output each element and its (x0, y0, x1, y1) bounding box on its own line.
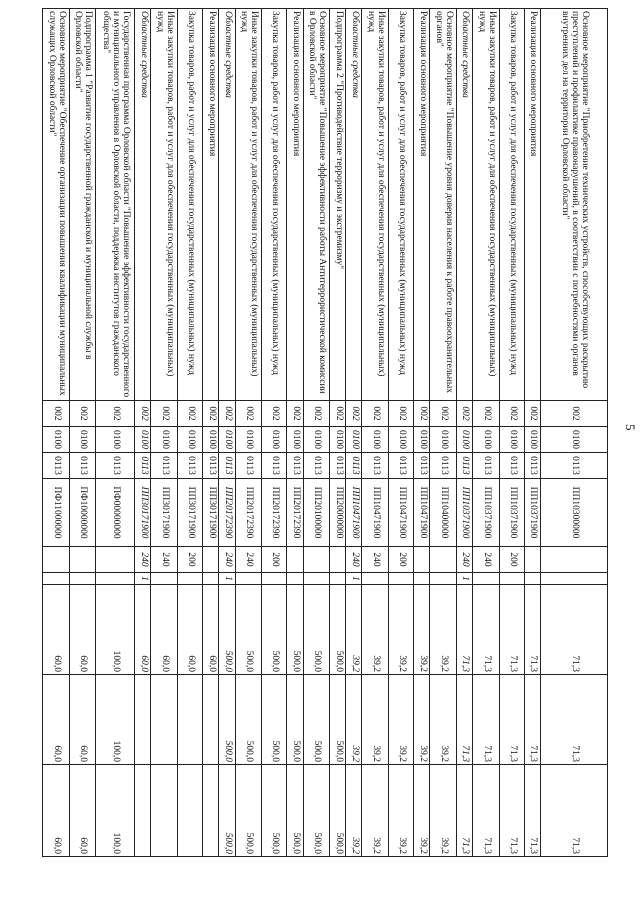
admin-code: 002 (456, 401, 472, 427)
row-name: Реализация основного мероприятия (524, 9, 540, 401)
expense-type-code (414, 547, 430, 573)
expense-type-code: 200 (388, 547, 413, 573)
expense-type-code: 200 (177, 547, 202, 573)
amount-year-3: 39,2 (346, 765, 362, 857)
section-code: 0100 (414, 427, 430, 453)
expense-type-code (330, 547, 346, 573)
row-name: Иные закупки товаров, работ и услуг для обеспечения государственных (муниципальных) нужд (473, 9, 499, 401)
expense-type-code: 240 (473, 547, 499, 573)
expense-type-code (287, 547, 303, 573)
amount-year-1: 39,2 (414, 585, 430, 675)
row-name: Основное мероприятие "Повышение уровня доверия населения к работе правоохранительных органов" (430, 9, 456, 401)
fund-flag (330, 573, 346, 585)
expense-type-code (303, 547, 329, 573)
admin-code: 002 (69, 401, 95, 427)
admin-code: 002 (388, 401, 413, 427)
amount-year-3: 71,3 (456, 765, 472, 857)
amount-year-2: 500,0 (262, 675, 287, 765)
amount-year-3: 500,0 (303, 765, 329, 857)
section-code: 0100 (177, 427, 202, 453)
section-code: 0100 (388, 427, 413, 453)
target-article-code: ПФ11000000 (43, 479, 70, 547)
target-article-code: ПФ00000000 (96, 479, 135, 547)
subsection-code: 0113 (303, 453, 329, 479)
amount-year-1: 500,0 (330, 585, 346, 675)
target-article-code: ПФ10000000 (69, 479, 95, 547)
amount-year-2: 71,3 (456, 675, 472, 765)
row-name: Основное мероприятие "Обеспечение организации повышения квалификации муниципальных служащих Орловской области" (43, 9, 70, 401)
admin-code: 002 (430, 401, 456, 427)
amount-year-3 (177, 765, 202, 857)
amount-year-3: 71,3 (524, 765, 540, 857)
expense-type-code (96, 547, 135, 573)
expense-type-code (430, 547, 456, 573)
amount-year-2: 500,0 (303, 675, 329, 765)
amount-year-2: 71,3 (541, 675, 608, 765)
amount-year-2: 39,2 (362, 675, 388, 765)
table-row (330, 9, 346, 857)
admin-code: 002 (96, 401, 135, 427)
subsection-code: 0113 (456, 453, 472, 479)
amount-year-1: 71,3 (541, 585, 608, 675)
row-name: Иные закупки товаров, работ и услуг для обеспечения государственных (муниципальных) нужд (362, 9, 388, 401)
amount-year-3: 39,2 (430, 765, 456, 857)
subsection-code: 0113 (346, 453, 362, 479)
target-article-code: ПП30171900 (151, 479, 177, 547)
row-name: Реализация основного мероприятия (203, 9, 219, 401)
fund-flag (262, 573, 287, 585)
amount-year-1: 60,0 (177, 585, 202, 675)
expense-type-code: 240 (362, 547, 388, 573)
section-code: 0100 (330, 427, 346, 453)
amount-year-3: 500,0 (330, 765, 346, 857)
section-code: 0100 (499, 427, 524, 453)
row-name: Закупка товаров, работ и услуг для обеспечения государственных (муниципальных) нужд (388, 9, 413, 401)
amount-year-3: 39,2 (388, 765, 413, 857)
section-code: 0100 (262, 427, 287, 453)
target-article-code: ПП10471900 (346, 479, 362, 547)
amount-year-1: 60,0 (69, 585, 95, 675)
amount-year-2: 500,0 (330, 675, 346, 765)
amount-year-3: 100,0 (96, 765, 135, 857)
row-name: Иные закупки товаров, работ и услуг для обеспечения государственных (муниципальных) нужд (151, 9, 177, 401)
fund-flag (430, 573, 456, 585)
table-row (287, 9, 303, 857)
section-code: 0100 (362, 427, 388, 453)
table-row (262, 9, 287, 857)
admin-code: 002 (414, 401, 430, 427)
table-row (388, 9, 413, 857)
subsection-code: 0113 (235, 453, 261, 479)
amount-year-2: 500,0 (235, 675, 261, 765)
fund-flag (362, 573, 388, 585)
fund-flag (473, 573, 499, 585)
amount-year-1: 500,0 (262, 585, 287, 675)
table-row (203, 9, 219, 857)
table-row (235, 9, 261, 857)
expense-type-code: 200 (262, 547, 287, 573)
fund-flag (541, 573, 608, 585)
expense-type-code (43, 547, 70, 573)
fund-flag (499, 573, 524, 585)
amount-year-1: 100,0 (96, 585, 135, 675)
expense-type-code: 240 (346, 547, 362, 573)
row-name: Основное мероприятие "Повышение эффективности работы Антитеррористической комиссии в Орловской области" (303, 9, 329, 401)
subsection-code: 0113 (388, 453, 413, 479)
amount-year-1: 71,3 (473, 585, 499, 675)
amount-year-2: 39,2 (430, 675, 456, 765)
row-name: Областные средства (219, 9, 235, 401)
amount-year-2 (203, 675, 219, 765)
admin-code: 002 (177, 401, 202, 427)
row-name: Государственная программа Орловской области "Повышение эффективности государственного и муниципального управления в Орловской области, поддержка институтов гражданского общества" (96, 9, 135, 401)
fund-flag (388, 573, 413, 585)
target-article-code: ПП10300000 (541, 479, 608, 547)
target-article-code: ПП20172390 (219, 479, 235, 547)
fund-flag (96, 573, 135, 585)
amount-year-1: 500,0 (287, 585, 303, 675)
amount-year-1: 60,0 (43, 585, 70, 675)
amount-year-2 (151, 675, 177, 765)
table-row (362, 9, 388, 857)
amount-year-3: 500,0 (262, 765, 287, 857)
row-name: Реализация основного мероприятия (414, 9, 430, 401)
admin-code: 002 (262, 401, 287, 427)
fund-flag: 1 (346, 573, 362, 585)
target-article-code: ПП10371900 (473, 479, 499, 547)
table-row (414, 9, 430, 857)
fund-flag (177, 573, 202, 585)
fund-flag (151, 573, 177, 585)
row-name: Областные средства (456, 9, 472, 401)
target-article-code: ПП20172390 (235, 479, 261, 547)
expense-type-code: 240 (135, 547, 151, 573)
amount-year-3: 500,0 (235, 765, 261, 857)
target-article-code: ПП20100000 (303, 479, 329, 547)
amount-year-2: 39,2 (414, 675, 430, 765)
fund-flag (235, 573, 261, 585)
table-row (499, 9, 524, 857)
admin-code: 002 (346, 401, 362, 427)
table-row (96, 9, 135, 857)
target-article-code: ПП10371900 (499, 479, 524, 547)
admin-code: 002 (473, 401, 499, 427)
section-code: 0100 (524, 427, 540, 453)
amount-year-1: 39,2 (362, 585, 388, 675)
amount-year-1: 500,0 (303, 585, 329, 675)
expense-type-code: 200 (499, 547, 524, 573)
amount-year-1: 71,3 (456, 585, 472, 675)
amount-year-3 (135, 765, 151, 857)
expense-type-code: 240 (219, 547, 235, 573)
admin-code: 002 (135, 401, 151, 427)
section-code: 0100 (219, 427, 235, 453)
row-name: Основное мероприятие "Приобретение технических устройств, способствующих раскрытию преступлений и профилактике правонарушений, в соответствии с потребностями органов внутренних дел на территории Орловской области" (541, 9, 608, 401)
row-name: Закупка товаров, работ и услуг для обеспечения государственных (муниципальных) нужд (177, 9, 202, 401)
amount-year-1: 39,2 (388, 585, 413, 675)
target-article-code: ПП10471900 (362, 479, 388, 547)
section-code: 0100 (303, 427, 329, 453)
admin-code: 002 (499, 401, 524, 427)
table-row (473, 9, 499, 857)
subsection-code: 0113 (262, 453, 287, 479)
admin-code: 002 (362, 401, 388, 427)
amount-year-1: 71,3 (499, 585, 524, 675)
section-code: 0100 (135, 427, 151, 453)
amount-year-1: 500,0 (219, 585, 235, 675)
amount-year-2: 60,0 (43, 675, 70, 765)
target-article-code: ПП10471900 (414, 479, 430, 547)
fund-flag: 1 (135, 573, 151, 585)
section-code: 0100 (43, 427, 70, 453)
expense-type-code (69, 547, 95, 573)
target-article-code: ПП10371900 (456, 479, 472, 547)
expense-type-code: 240 (456, 547, 472, 573)
fund-flag (43, 573, 70, 585)
table-row (43, 9, 70, 857)
row-name: Закупка товаров, работ и услуг для обеспечения государственных (муниципальных) нужд (262, 9, 287, 401)
amount-year-3: 60,0 (43, 765, 70, 857)
amount-year-1: 60,0 (151, 585, 177, 675)
section-code: 0100 (69, 427, 95, 453)
table-row (151, 9, 177, 857)
table-row (69, 9, 95, 857)
amount-year-2: 39,2 (388, 675, 413, 765)
amount-year-2: 71,3 (473, 675, 499, 765)
amount-year-1: 39,2 (346, 585, 362, 675)
target-article-code: ПП10400000 (430, 479, 456, 547)
rotated-page (38, 0, 638, 860)
subsection-code: 0113 (330, 453, 346, 479)
admin-code: 002 (524, 401, 540, 427)
amount-year-3: 71,3 (499, 765, 524, 857)
subsection-code: 0113 (151, 453, 177, 479)
table-row (524, 9, 540, 857)
subsection-code: 0113 (473, 453, 499, 479)
subsection-code: 0113 (524, 453, 540, 479)
row-name: Подпрограмма 1 "Развитие государственной гражданской и муниципальной службы в Орловской области" (69, 9, 95, 401)
amount-year-3: 500,0 (287, 765, 303, 857)
table-row (346, 9, 362, 857)
amount-year-3: 60,0 (69, 765, 95, 857)
fund-flag (69, 573, 95, 585)
amount-year-3: 39,2 (414, 765, 430, 857)
table-row (456, 9, 472, 857)
row-name: Закупка товаров, работ и услуг для обеспечения государственных (муниципальных) нужд (499, 9, 524, 401)
amount-year-3: 500,0 (219, 765, 235, 857)
section-code: 0100 (96, 427, 135, 453)
admin-code: 002 (203, 401, 219, 427)
table-row (303, 9, 329, 857)
admin-code: 002 (235, 401, 261, 427)
amount-year-2: 71,3 (499, 675, 524, 765)
fund-flag: 1 (456, 573, 472, 585)
target-article-code: ПП20172390 (287, 479, 303, 547)
row-name: Реализация основного мероприятия (287, 9, 303, 401)
admin-code: 002 (151, 401, 177, 427)
target-article-code: ПП20000000 (330, 479, 346, 547)
target-article-code: ПП10371900 (524, 479, 540, 547)
amount-year-2 (177, 675, 202, 765)
subsection-code: 0113 (135, 453, 151, 479)
amount-year-2: 60,0 (69, 675, 95, 765)
target-article-code: ПП30171900 (203, 479, 219, 547)
subsection-code: 0113 (43, 453, 70, 479)
section-code: 0100 (430, 427, 456, 453)
amount-year-2: 500,0 (219, 675, 235, 765)
target-article-code: ПП30171900 (177, 479, 202, 547)
section-code: 0100 (235, 427, 261, 453)
amount-year-2 (135, 675, 151, 765)
expense-type-code: 240 (151, 547, 177, 573)
admin-code: 002 (287, 401, 303, 427)
row-name: Подпрограмма 2 "Противодействие терроризму и экстремизму" (330, 9, 346, 401)
row-name: Иные закупки товаров, работ и услуг для обеспечения государственных (муниципальных) нужд (235, 9, 261, 401)
subsection-code: 0113 (177, 453, 202, 479)
fund-flag (414, 573, 430, 585)
section-code: 0100 (287, 427, 303, 453)
fund-flag (203, 573, 219, 585)
amount-year-3 (151, 765, 177, 857)
table-row (541, 9, 608, 857)
admin-code: 002 (541, 401, 608, 427)
amount-year-1: 60,0 (203, 585, 219, 675)
subsection-code: 0113 (430, 453, 456, 479)
admin-code: 002 (219, 401, 235, 427)
amount-year-3 (203, 765, 219, 857)
section-code: 0100 (473, 427, 499, 453)
subsection-code: 0113 (499, 453, 524, 479)
table-row (177, 9, 202, 857)
amount-year-1: 39,2 (430, 585, 456, 675)
amount-year-1: 71,3 (524, 585, 540, 675)
row-name: Областные средства (346, 9, 362, 401)
amount-year-3: 39,2 (362, 765, 388, 857)
admin-code: 002 (43, 401, 70, 427)
fund-flag: 1 (219, 573, 235, 585)
section-code: 0100 (456, 427, 472, 453)
subsection-code: 0113 (96, 453, 135, 479)
subsection-code: 0113 (414, 453, 430, 479)
table-row (135, 9, 151, 857)
expense-type-code: 240 (235, 547, 261, 573)
amount-year-1: 60,0 (135, 585, 151, 675)
admin-code: 002 (303, 401, 329, 427)
table-row (430, 9, 456, 857)
subsection-code: 0113 (69, 453, 95, 479)
fund-flag (287, 573, 303, 585)
target-article-code: ПП10471900 (388, 479, 413, 547)
admin-code: 002 (330, 401, 346, 427)
section-code: 0100 (151, 427, 177, 453)
amount-year-1: 500,0 (235, 585, 261, 675)
subsection-code: 0113 (219, 453, 235, 479)
subsection-code: 0113 (287, 453, 303, 479)
expense-type-code (541, 547, 608, 573)
expense-type-code (203, 547, 219, 573)
amount-year-2: 100,0 (96, 675, 135, 765)
section-code: 0100 (541, 427, 608, 453)
page-number: 5 (623, 424, 638, 431)
budget-table (42, 8, 608, 857)
subsection-code: 0113 (541, 453, 608, 479)
amount-year-3: 71,3 (473, 765, 499, 857)
amount-year-2: 71,3 (524, 675, 540, 765)
row-name: Областные средства (135, 9, 151, 401)
table-row (219, 9, 235, 857)
fund-flag (524, 573, 540, 585)
fund-flag (303, 573, 329, 585)
subsection-code: 0113 (362, 453, 388, 479)
amount-year-2: 39,2 (346, 675, 362, 765)
target-article-code: ПП30171900 (135, 479, 151, 547)
amount-year-2: 500,0 (287, 675, 303, 765)
expense-type-code (524, 547, 540, 573)
subsection-code: 0113 (203, 453, 219, 479)
section-code: 0100 (203, 427, 219, 453)
section-code: 0100 (346, 427, 362, 453)
target-article-code: ПП20172390 (262, 479, 287, 547)
amount-year-3: 71,3 (541, 765, 608, 857)
